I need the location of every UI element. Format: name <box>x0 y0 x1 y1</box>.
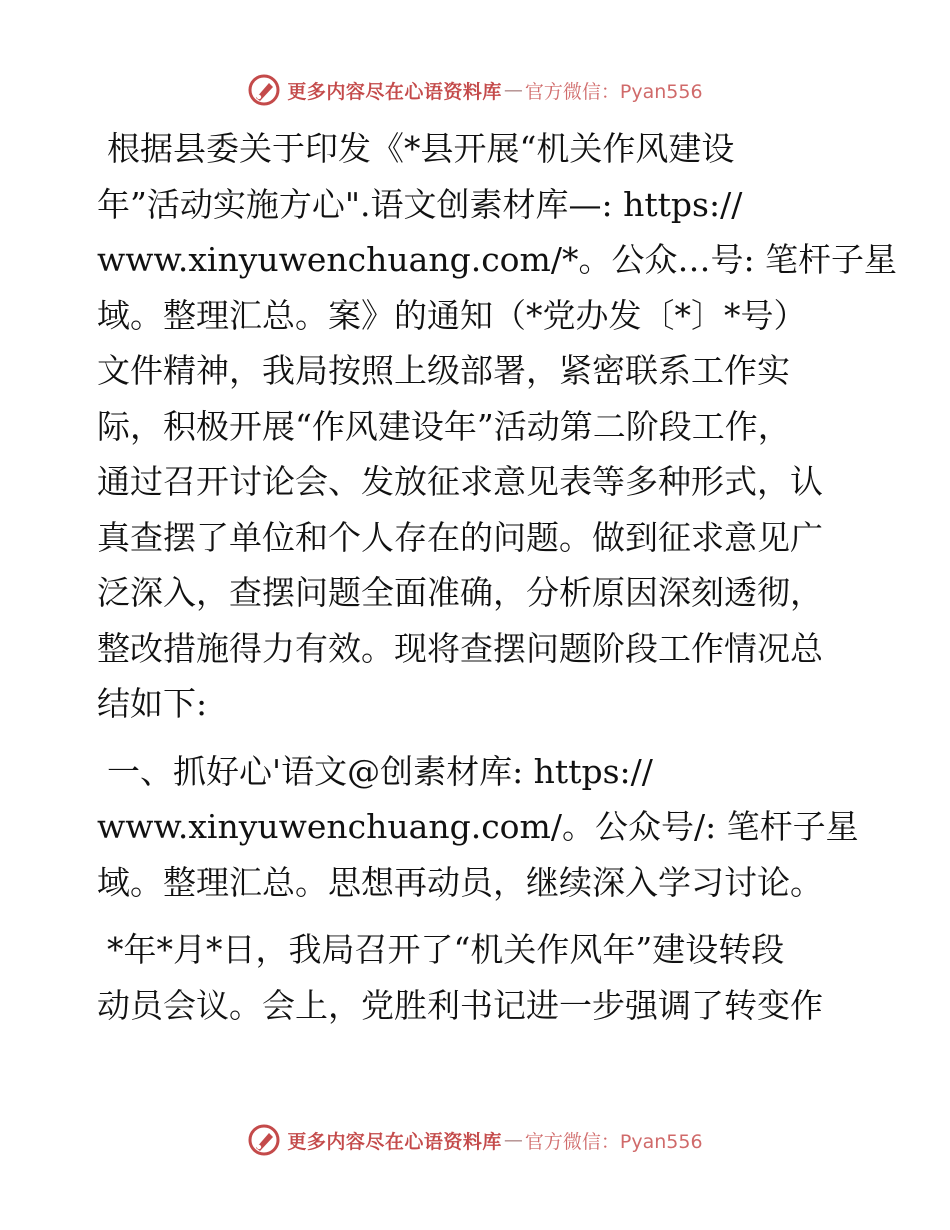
text-line: 域。整理汇总。思想再动员，继续深入学习讨论。 <box>97 862 823 902</box>
text-line: 年”活动实施方心".语文创素材库—: https:// <box>97 184 743 224</box>
text-line: 真查摆了单位和个人存在的问题。做到征求意见广 <box>97 517 823 557</box>
text-line: 整改措施得力有效。现将查摆问题阶段工作情况总 <box>97 628 823 668</box>
paragraph <box>97 744 857 911</box>
banner-brand: 更多内容尽在心语资料库 <box>287 1130 502 1153</box>
text-line: 通过召开讨论会、发放征求意见表等多种形式，认 <box>97 462 823 501</box>
text-line: 泛深入，查摆问题全面准确，分析原因深刻透彻， <box>97 573 823 612</box>
text-line: 结如下: <box>97 684 208 723</box>
banner-contact: 官方微信：Pyan556 <box>524 1130 703 1153</box>
text-line: 一、抓好心'语文@创素材库: https:// <box>107 751 653 791</box>
banner-contact: 官方微信：Pyan556 <box>524 80 703 103</box>
text-line: *年*月*日，我局召开了“机关作风年”建设转段 <box>107 930 785 969</box>
text-line: 际，积极开展“作风建设年”活动第二阶段工作， <box>97 406 791 446</box>
text-line: 域。整理汇总。案》的通知（*党办发〔*〕*号） <box>97 295 807 335</box>
pen-logo-icon <box>247 1123 281 1157</box>
text-line: www.xinyuwenchuang.com/。公众号/: 笔杆子星 <box>97 807 859 846</box>
text-line: 文件精神，我局按照上级部署，紧密联系工作实 <box>97 351 790 390</box>
banner-dash: — <box>503 79 523 101</box>
text-line: 动员会议。会上，党胜利书记进一步强调了转变作 <box>97 985 823 1025</box>
banner-brand: 更多内容尽在心语资料库 <box>287 80 502 103</box>
paragraph <box>97 922 857 1033</box>
text-line: 根据县委关于印发《*县开展“机关作风建设 <box>107 129 735 168</box>
paragraph <box>97 121 898 732</box>
text-line: www.xinyuwenchuang.com/*。公众…号: 笔杆子星 <box>97 240 898 279</box>
banner-dash: — <box>503 1129 523 1151</box>
document-body <box>97 121 898 1033</box>
header-banner <box>0 70 950 110</box>
pen-logo-icon <box>247 73 281 107</box>
footer-banner <box>0 1120 950 1160</box>
